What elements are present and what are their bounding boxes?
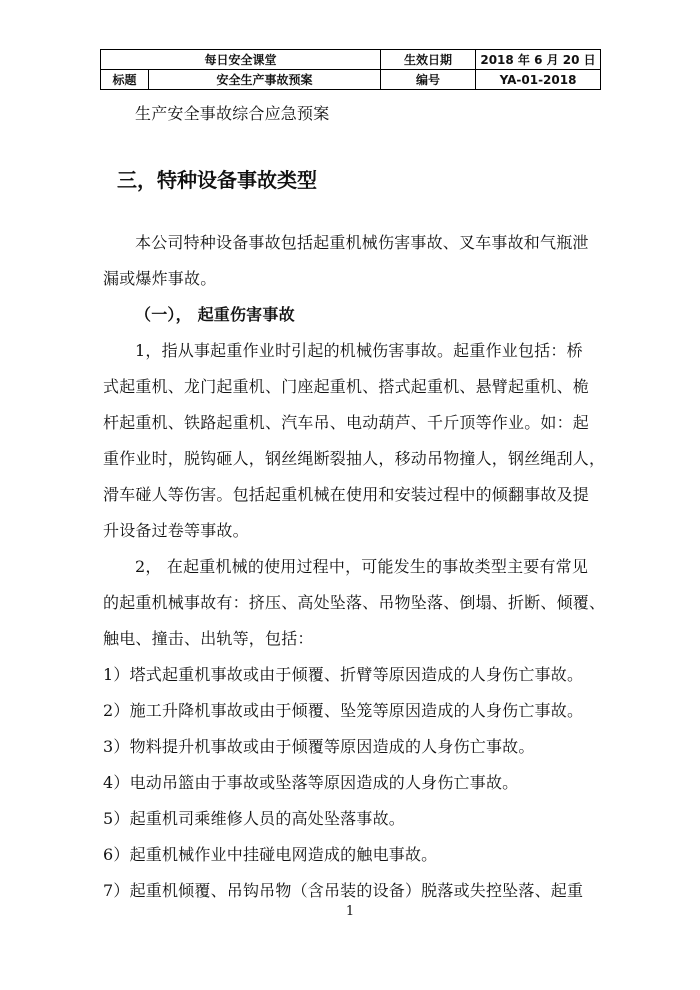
document-body: [103, 96, 606, 909]
paragraph-line: 触电、撞击、出轨等，包括：: [103, 629, 314, 648]
list-item: 7）起重机倾覆、吊钩吊物（含吊装的设备）脱落或失控坠落、起重: [103, 881, 584, 900]
paragraph-line: 本公司特种设备事故包括起重机械伤害事故、叉车事故和气瓶泄: [135, 233, 589, 252]
course-name: 每日安全课堂: [101, 50, 381, 70]
list-item: 2）施工升降机事故或由于倾覆、坠笼等原因造成的人身伤亡事故。: [103, 701, 584, 720]
paragraph-2: [103, 549, 606, 657]
section-title: 三，特种设备事故类型: [117, 168, 317, 192]
paragraph-line: 杆起重机、铁路起重机、汽车吊、电动葫芦、千斤顶等作业。如：起: [103, 413, 590, 432]
paragraph-line: 漏或爆炸事故。: [103, 269, 217, 288]
paragraph-line: 升设备过卷等事故。: [103, 521, 249, 540]
accident-type-list: [103, 657, 603, 909]
paragraph-line: 滑车碰人等伤害。包括起重机械在使用和安装过程中的倾翻事故及提: [103, 485, 590, 504]
list-item: 3）物料提升机事故或由于倾覆等原因造成的人身伤亡事故。: [103, 737, 535, 756]
intro-paragraph: [103, 225, 603, 297]
paragraph-line: 2， 在起重机械的使用过程中，可能发生的事故类型主要有常见: [135, 557, 589, 576]
number-label: 编号: [381, 70, 476, 90]
number-value: YA-01-2018: [476, 70, 601, 90]
subsection-heading: （一）， 起重伤害事故: [135, 305, 295, 324]
list-item: 6）起重机械作业中挂碰电网造成的触电事故。: [103, 845, 438, 864]
paragraph-line: 重作业时，脱钩砸人，钢丝绳断裂抽人，移动吊物撞人，钢丝绳刮人，: [103, 449, 606, 468]
title-value: 安全生产事故预案: [149, 70, 381, 90]
page-number: 1: [345, 904, 355, 919]
effective-date-label: 生效日期: [381, 50, 476, 70]
paragraph-line: 的起重机械事故有：挤压、高处坠落、吊物坠落、倒塌、折断、倾覆、: [103, 593, 606, 612]
header-row-2: [101, 70, 601, 90]
title-label: 标题: [101, 70, 149, 90]
paragraph-line: 式起重机、龙门起重机、门座起重机、搭式起重机、悬臂起重机、桅: [103, 377, 590, 396]
paragraph-line: 1，指从事起重作业时引起的机械伤害事故。起重作业包括：桥: [135, 341, 583, 360]
header-row-1: [101, 50, 601, 70]
document-header-table: [100, 49, 601, 90]
list-item: 1）塔式起重机事故或由于倾覆、折臂等原因造成的人身伤亡事故。: [103, 665, 584, 684]
effective-date-value: 2018 年 6 月 20 日: [476, 50, 601, 70]
list-item: 5）起重机司乘维修人员的高处坠落事故。: [103, 809, 405, 828]
list-item: 4）电动吊篮由于事故或坠落等原因造成的人身伤亡事故。: [103, 773, 519, 792]
paragraph-1: [103, 333, 606, 549]
document-subtitle: 生产安全事故综合应急预案: [135, 104, 330, 123]
